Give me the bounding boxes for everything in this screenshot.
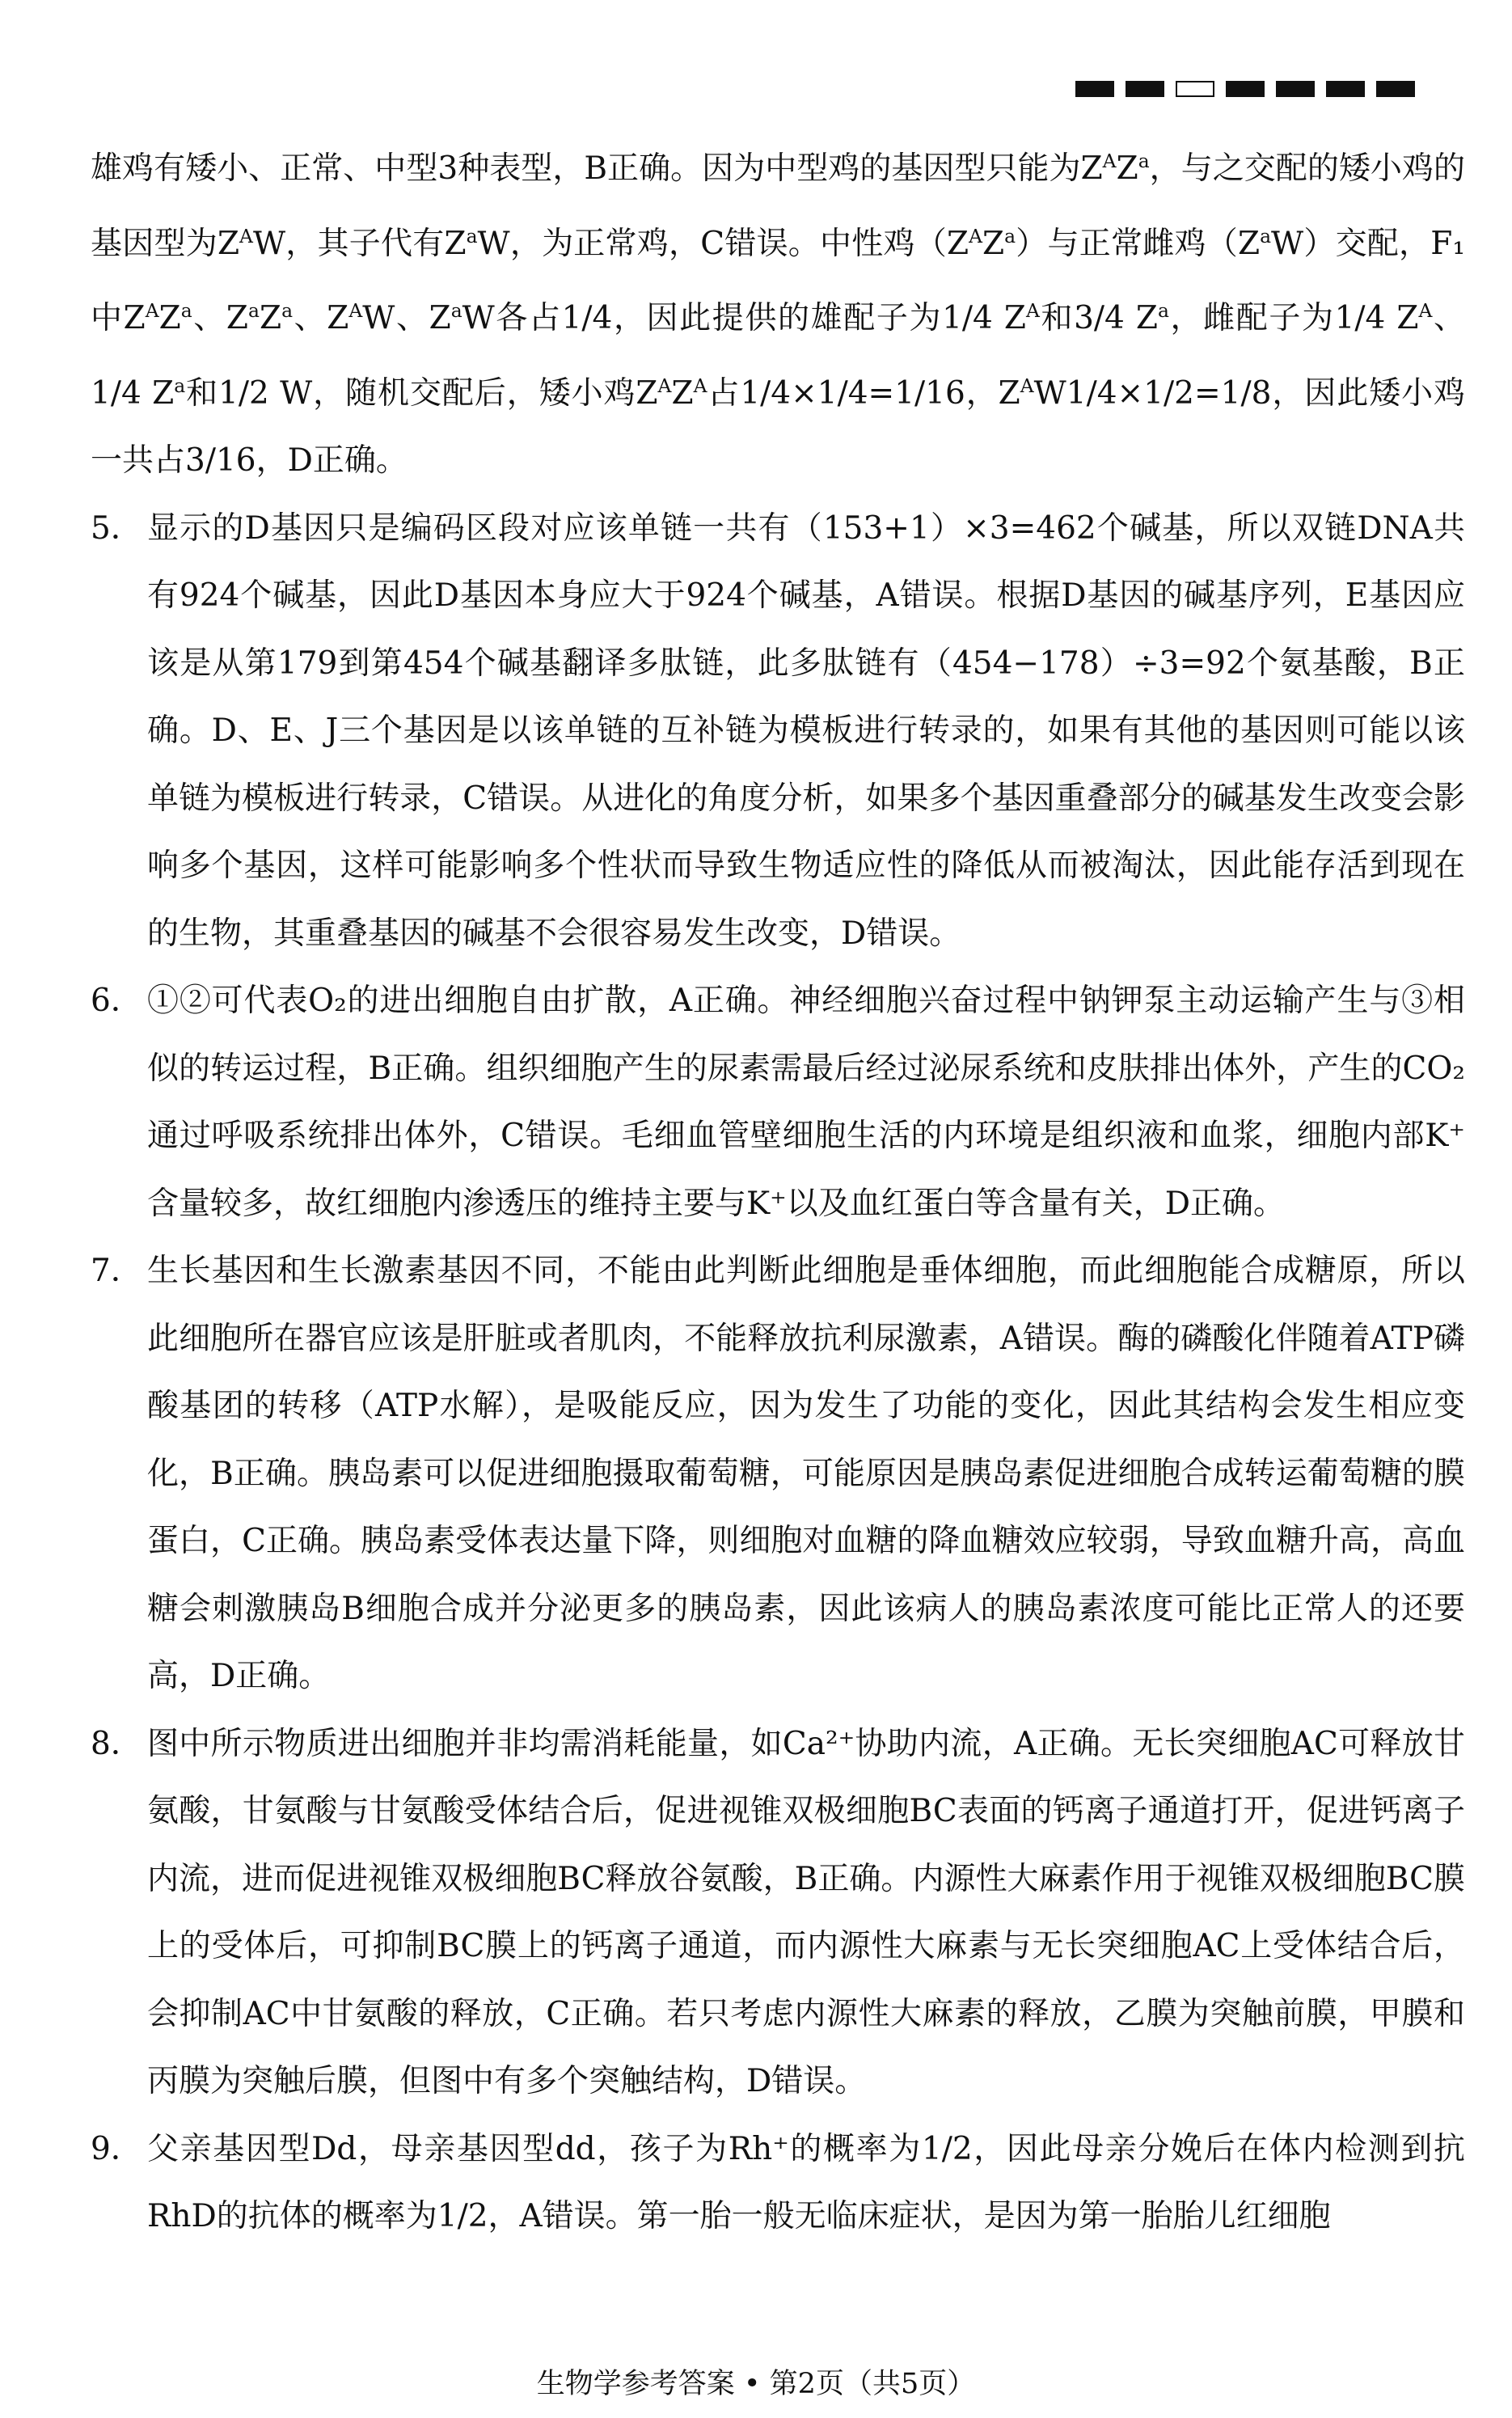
marker-block [1376,81,1415,97]
item-text: 显示的D基因只是编码区段对应该单链一共有（153+1）×3=462个碱基，所以双链DNA共有924个碱基，因此D基因本身应大于924个碱基，A错误。根据D基因的碱基序列，E基因应该是从第179到第454个碱基翻译多肽链，此多肽链有（454−178）÷3=92个氨基酸，B正确。D、E、J三个基因是以该单链的互补链为模板进行转录的，如果有其他的基因则可能以该单链为模板进行转录，C错误。从进化的角度分析，如果多个基因重叠部分的碱基发生改变会影响多个基因，这样可能影响多个性状而导致生物适应性的降低从而被淘汰，因此能存活到现在的生物，其重叠基因的碱基不会很容易发生改变，D错误。 [147,509,1465,952]
marker-block [1276,81,1315,97]
item-number: 8． [91,1725,142,1762]
answer-item-5 [91,495,1465,968]
marker-block [1075,81,1114,97]
item-text: 生长基因和生长激素基因不同，不能由此判断此细胞是垂体细胞，而此细胞能合成糖原，所以此细胞所在器官应该是肝脏或者肌肉，不能释放抗利尿激素，A错误。酶的磷酸化伴随着ATP磷酸基团的转移（ATP水解），是吸能反应，因为发生了功能的变化，因此其结构会发生相应变化，B正确。胰岛素可以促进细胞摄取葡萄糖，可能原因是胰岛素促进细胞合成转运葡萄糖的膜蛋白，C正确。胰岛素受体表达量下降，则细胞对血糖的降血糖效应较弱，导致血糖升高，高血糖会刺激胰岛B细胞合成并分泌更多的胰岛素，因此该病人的胰岛素浓度可能比正常人的还要高，D正确。 [147,1253,1465,1694]
item-text: 父亲基因型Dd，母亲基因型dd，孩子为Rh⁺的概率为1/2，因此母亲分娩后在体内检测到抗RhD的抗体的概率为1/2，A错误。第一胎一般无临床症状，是因为第一胎胎儿红细胞 [147,2130,1465,2234]
answer-item-7 [91,1237,1465,1710]
answer-item-8 [91,1710,1465,2116]
header-marker [1075,81,1415,97]
item-text: 图中所示物质进出细胞并非均需消耗能量，如Ca²⁺协助内流，A正确。无长突细胞AC可释放甘氨酸，甘氨酸与甘氨酸受体结合后，促进视锥双极细胞BC表面的钙离子通道打开，促进钙离子内流，进而促进视锥双极细胞BC释放谷氨酸，B正确。内源性大麻素作用于视锥双极细胞BC膜上的受体后，可抑制BC膜上的钙离子通道，而内源性大麻素与无长突细胞AC上受体结合后，会抑制AC中甘氨酸的释放，C正确。若只考虑内源性大麻素的释放，乙膜为突触前膜，甲膜和丙膜为突触后膜，但图中有多个突触结构，D错误。 [147,1725,1465,2099]
item-number: 7． [91,1253,142,1289]
item-number: 9． [91,2130,142,2167]
marker-block-hollow [1176,81,1214,97]
item-number: 5． [91,509,142,547]
marker-block [1326,81,1365,97]
answer-item-6 [91,967,1465,1237]
item-text: ①②可代表O₂的进出细胞自由扩散，A正确。神经细胞兴奋过程中钠钾泵主动运输产生与③相似的转运过程，B正确。组织细胞产生的尿素需最后经过泌尿系统和皮肤排出体外，产生的CO₂通过呼吸系统排出体外，C错误。毛细血管壁细胞生活的内环境是组织液和血浆，细胞内部K⁺含量较多，故红细胞内渗透压的维持主要与K⁺以及血红蛋白等含量有关，D正确。 [147,983,1465,1222]
answer-item-9 [91,2116,1465,2251]
marker-block [1226,81,1265,97]
marker-block [1126,81,1164,97]
item-number: 6． [91,983,142,1019]
continuation-paragraph: 雄鸡有矮小、正常、中型3种表型，B正确。因为中型鸡的基因型只能为$Z^AZ^a$，与之交配的矮小鸡的基因型为$Z^AW$，其子代有$Z^aW$，为正常鸡，C错误。中性鸡$(Z^AZ^a)$与正常雌鸡$(Z^aW)$交配，F₁中$Z^AZ^a$、$Z^aZ^a$、$Z^AW$、$Z^aW$各占1/4，因此提供的雄配子为1/4 $Z^A$和3/4 $Z^a$，雌配子为1/4 $Z^A$、1/4 $Z^a$和1/2 W，随机交配后，矮小鸡$Z^AZ^A$占1/4×1/4=1/16，$Z^AW1/4\times 1/2=1/8$，因此矮小鸡一共占3/16，D正确。 [91,150,1465,479]
page-footer: 生物学参考答案 • 第2页（共5页） [536,2368,976,2400]
answer-body [91,128,1465,2251]
